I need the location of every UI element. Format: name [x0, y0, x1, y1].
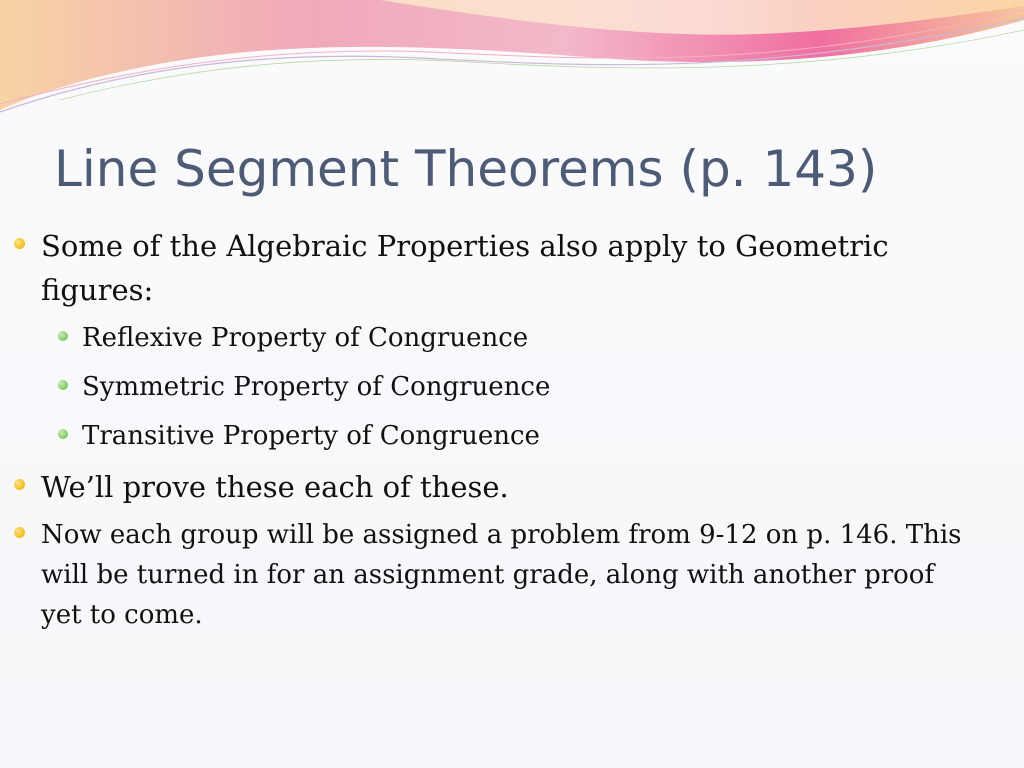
bullet-list — [14, 224, 974, 635]
bullet-text: We’ll prove these each of these. — [41, 470, 509, 504]
bullet-item — [14, 465, 974, 509]
green-dot-icon — [58, 429, 68, 439]
sub-bullet-text: Transitive Property of Congruence — [82, 421, 540, 451]
sub-bullet-item — [14, 318, 974, 358]
green-dot-icon — [58, 331, 68, 341]
bullet-item — [14, 224, 974, 312]
orange-dot-icon — [14, 479, 25, 490]
bullet-item — [14, 515, 974, 635]
sub-bullet-text: Symmetric Property of Congruence — [82, 372, 551, 402]
green-dot-icon — [58, 380, 68, 390]
sub-bullet-item — [14, 367, 974, 407]
bullet-text: Some of the Algebraic Properties also apply to Geometric figures: — [41, 229, 889, 307]
slide-title: Line Segment Theorems (p. 143) — [54, 140, 878, 198]
orange-dot-icon — [14, 527, 25, 538]
header-wave-decoration — [0, 0, 1024, 130]
orange-dot-icon — [14, 238, 25, 249]
sub-bullet-item — [14, 416, 974, 456]
bullet-text: Now each group will be assigned a problem from 9-12 on p. 146. This will be turned in for an assignment grade, along with another proof yet to come. — [41, 520, 962, 630]
sub-bullet-text: Reflexive Property of Congruence — [82, 323, 529, 353]
